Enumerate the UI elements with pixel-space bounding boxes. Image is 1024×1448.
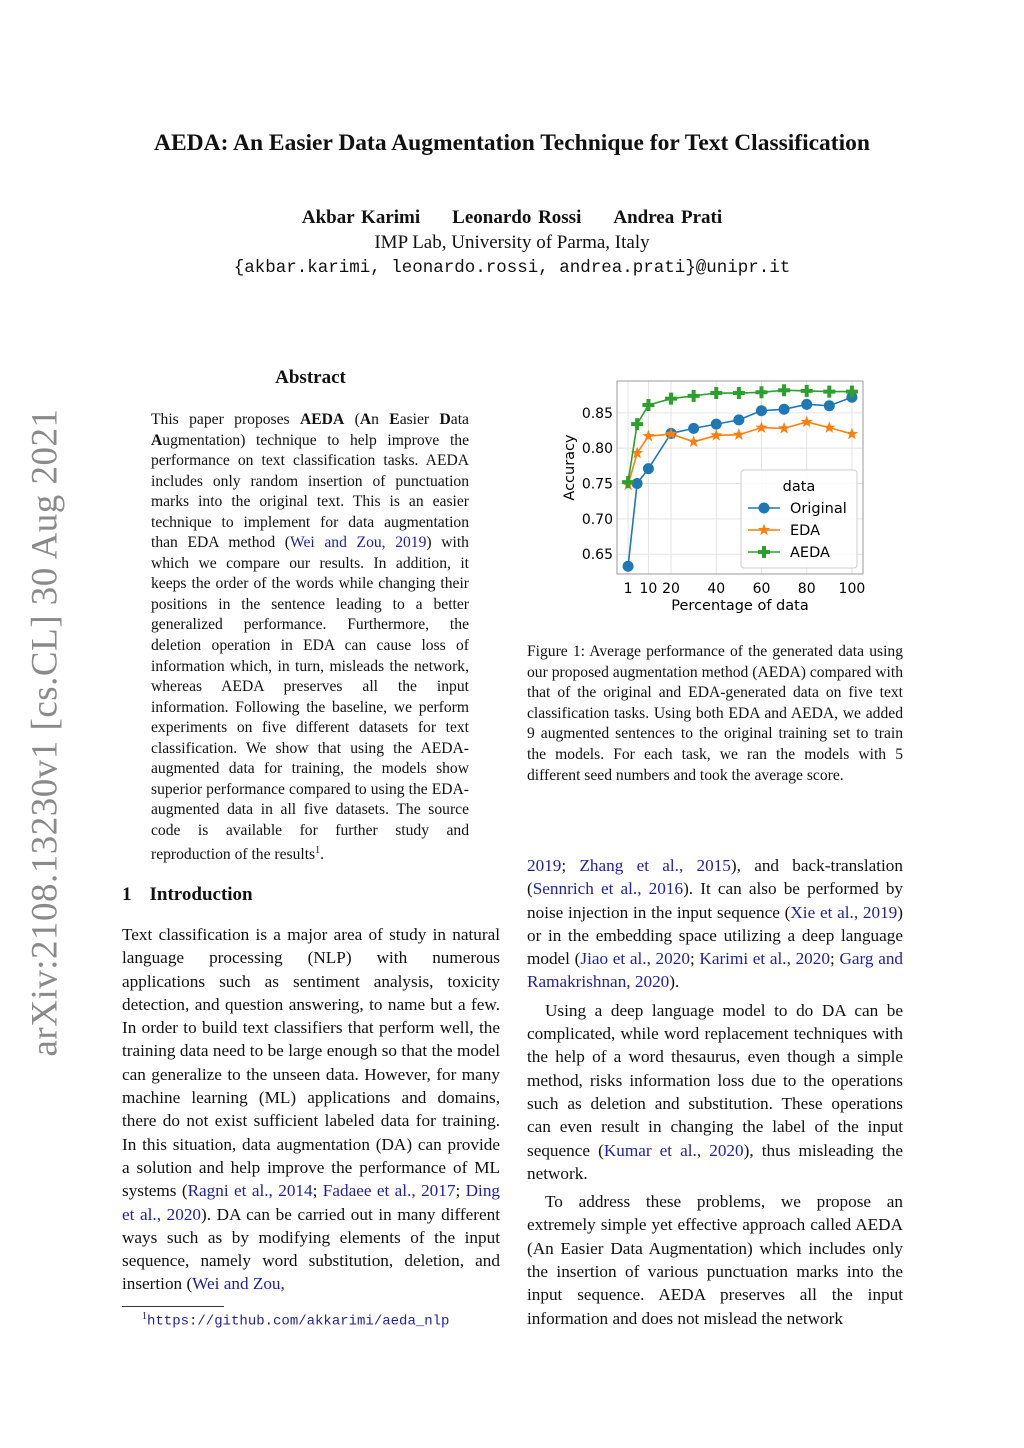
- intro-right-column: [527, 854, 903, 1335]
- text-span: Text classification is a major area of study in natural language processing (NLP) with numerous applications such as sentiment analysis, toxicity detection, and question answering, to name but a few. In order to build text classifiers that perform well, the training data need to be large enough so that the model can generalize to the unseen data. However, for many machine learning (ML) applications and domains, there do not exist sufficient labeled data for training. In this situation, data augmentation (DA) can provide a solution and help improve the performance of ML systems (: [122, 925, 500, 1201]
- y-tick-label: 0.75: [581, 476, 613, 493]
- text-span: To address these problems, we propose an extremely simple yet effective approach called AEDA (An Easier Data Augmentation) which includes only the insertion of various punctuation marks into the input sequence. AEDA preserves all the input information and does not mislead the network: [527, 1192, 903, 1328]
- text-span: ;: [455, 1181, 466, 1201]
- text-span: A: [359, 411, 372, 428]
- x-tick-label: 80: [797, 581, 816, 597]
- footnote-mark: 1: [142, 1311, 147, 1322]
- data-point: [733, 387, 745, 399]
- text-span: .: [320, 846, 325, 864]
- text-span: A: [151, 431, 163, 449]
- citation-link[interactable]: Zhang et al., 2015: [579, 856, 731, 875]
- text-span: ;: [561, 856, 580, 875]
- data-point: [688, 390, 700, 402]
- text-span: D: [439, 411, 451, 428]
- footnote-link[interactable]: https://github.com/akkarimi/aeda_nlp: [147, 1313, 450, 1330]
- abstract-heading: Abstract: [275, 367, 346, 388]
- data-point: [643, 463, 654, 474]
- y-tick-label: 0.70: [581, 511, 613, 528]
- text-span: ) with which we compare our results. In addition, it keeps the order of the words while changing their positions in the sentence leading to a better generalized performance. Furthermore, the deletion operation in EDA can cause loss of information which, in turn, misleads the network, whereas AEDA preserves all the input information. Following the baseline, we perform experiments on five different datasets for text classification. We show that using the AEDA-augmented data for training, the models show superior performance compared to using the EDA-augmented data in all five datasets. The source code is available for further study and reproduction of the results: [151, 534, 469, 864]
- x-tick-label: 1: [623, 581, 633, 597]
- text-span: asier: [399, 411, 440, 428]
- legend-marker: [759, 503, 770, 514]
- figure-caption: Figure 1: Average performance of the generated data using our proposed augmentation method (AEDA) compared with that of the original and EDA-generated data on five text classification tasks. Using both EDA and AEDA, we added 9 augmented sentences to the original training set to train the models. For each task, we ran the models with 5 different seed numbers and took the average score.: [527, 643, 903, 784]
- footnote-ref: 1: [315, 845, 321, 857]
- paragraph: [527, 1190, 903, 1330]
- data-point: [688, 423, 699, 434]
- data-point: [623, 561, 634, 572]
- arxiv-identifier: arXiv:2108.13230v1 [cs.CL] 30 Aug 2021: [24, 408, 66, 1057]
- data-point: [801, 399, 812, 410]
- section-heading-introduction: [122, 884, 253, 906]
- citation-link[interactable]: Jiao et al., 2020: [580, 949, 690, 969]
- text-span: ata: [450, 411, 469, 428]
- author-emails: {akbar.karimi, leonardo.rossi, andrea.prati}@unipr.it: [233, 258, 791, 278]
- data-point: [778, 422, 790, 434]
- data-point: [711, 419, 722, 430]
- text-span: ;: [689, 949, 700, 969]
- data-point: [824, 400, 835, 411]
- author: Leonardo Rossi: [452, 207, 582, 228]
- author-list: [0, 207, 1024, 229]
- section-number: 1: [122, 884, 132, 905]
- text-span: ). It can also be performed by noise injection in the input sequence (: [527, 879, 904, 922]
- data-point: [779, 404, 790, 415]
- legend-label: AEDA: [790, 545, 830, 561]
- text-span: (: [344, 411, 360, 428]
- x-axis-label: Percentage of data: [671, 598, 809, 614]
- text-span: This paper proposes: [151, 411, 301, 428]
- text-span: Using a deep language model to do DA can be complicated, while word replacement techniques with the help of a word thesaurus, even though a simple method, risks information loss due to the operations such as deletion and substitution. These operations can even result in changing the label of the input sequence (: [527, 1000, 903, 1160]
- data-point: [710, 387, 722, 399]
- citation-link[interactable]: Wei and Zou,: [192, 1274, 285, 1294]
- x-tick-label: 10: [639, 581, 658, 597]
- data-point: [756, 405, 767, 416]
- text-span: ) or in the embedding space utilizing a deep language model (: [527, 902, 903, 969]
- data-point: [778, 384, 790, 396]
- paragraph: [527, 999, 903, 1185]
- citation-link[interactable]: Wei and Zou, 2019: [289, 534, 427, 552]
- data-point: [631, 418, 643, 430]
- citation-link[interactable]: 2019: [527, 856, 562, 875]
- citation-link[interactable]: Sennrich et al., 2016: [532, 879, 684, 899]
- text-span: ), and back-translation (: [527, 856, 903, 899]
- data-point: [755, 386, 767, 398]
- y-tick-label: 0.85: [581, 405, 613, 422]
- footnote: [142, 1311, 449, 1330]
- legend-label: EDA: [790, 523, 820, 539]
- paper-title: AEDA: An Easier Data Augmentation Technique for Text Classification: [154, 130, 870, 156]
- text-span: n: [371, 411, 390, 428]
- text-span: ).: [669, 972, 680, 992]
- y-tick-label: 0.80: [581, 441, 613, 458]
- data-point: [622, 476, 634, 488]
- text-span: ;: [829, 949, 840, 969]
- author: Akbar Karimi: [301, 207, 421, 228]
- citation-link[interactable]: Ragni et al., 2014: [187, 1181, 313, 1201]
- text-span: AEDA: [300, 411, 345, 428]
- y-axis-label: Accuracy: [562, 434, 578, 501]
- data-point: [823, 421, 835, 433]
- paragraph: [122, 923, 500, 1296]
- legend-title: data: [782, 479, 816, 495]
- paragraph: [527, 854, 903, 994]
- data-point: [642, 399, 654, 411]
- data-point: [801, 385, 813, 397]
- section-title: Introduction: [149, 884, 253, 905]
- citation-link[interactable]: Kumar et al., 2020: [603, 1140, 744, 1160]
- data-point: [823, 386, 835, 398]
- text-span: ), thus misleading the network.: [527, 1140, 903, 1183]
- citation-link[interactable]: Karimi et al., 2020: [699, 949, 830, 969]
- y-tick-label: 0.65: [581, 547, 613, 564]
- data-point: [733, 414, 744, 425]
- text-span: ugmentation) technique to help improve the performance on text classification tasks. AEDA includes only random insertion of punctuation marks into the original text. This is an easier technique to implement for data augmentation than EDA method (: [151, 431, 469, 552]
- x-tick-label: 40: [707, 581, 726, 597]
- x-tick-label: 20: [662, 581, 680, 597]
- affiliation: IMP Lab, University of Parma, Italy: [374, 232, 650, 253]
- footnote-divider: [122, 1306, 224, 1307]
- citation-link[interactable]: Fadaee et al., 2017: [322, 1181, 456, 1201]
- text-span: E: [389, 411, 400, 428]
- citation-link[interactable]: Xie et al., 2019: [790, 902, 898, 922]
- author: Andrea Prati: [613, 207, 723, 228]
- figure-1-chart: [555, 370, 875, 620]
- data-point: [665, 393, 677, 405]
- text-span: ;: [312, 1181, 323, 1201]
- text-span: ). DA can be carried out in many different ways such as by modifying elements of the input sequence, namely word substitution, deletion, and insertion (: [122, 1204, 500, 1294]
- intro-left-column: [122, 923, 500, 1296]
- citation-link[interactable]: Ding et al., 2020: [122, 1181, 501, 1224]
- legend: [741, 470, 857, 568]
- x-tick-label: 100: [838, 581, 866, 597]
- citation-link[interactable]: Garg and Ramakrishnan, 2020: [527, 949, 904, 992]
- abstract-body: [151, 410, 469, 866]
- x-tick-label: 60: [752, 581, 771, 597]
- legend-label: Original: [790, 501, 847, 517]
